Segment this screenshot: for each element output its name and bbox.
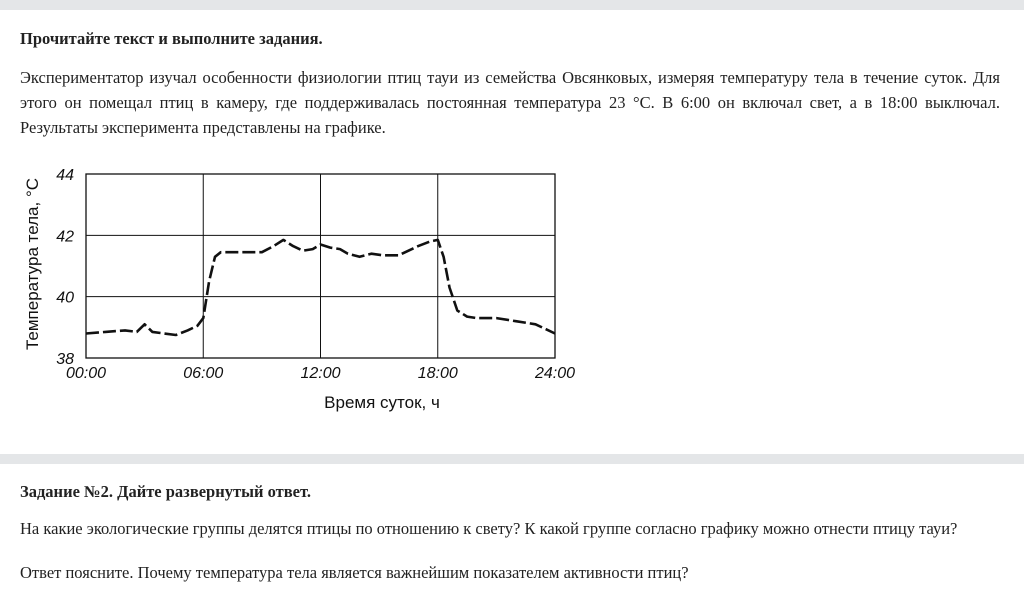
x-tick-label: 00:00 <box>65 365 107 382</box>
task-question-2: Ответ поясните. Почему температура тела является важнейшим показателем активности птиц? <box>20 563 689 582</box>
x-tick-label: 24:00 <box>534 365 576 382</box>
x-tick-label: 12:00 <box>300 365 341 382</box>
x-tick-label: 06:00 <box>183 365 224 382</box>
temperature-chart <box>0 150 600 420</box>
task-question-1: На какие экологические группы делятся птицы по отношению к свету? К какой группе согласно графику можно отнести птицу тауи? <box>20 519 958 538</box>
y-tick-labels <box>56 167 74 368</box>
x-axis-label: Время суток, ч <box>324 393 440 412</box>
section-divider <box>0 454 1024 464</box>
x-tick-labels <box>66 365 575 382</box>
x-tick-label: 18:00 <box>417 365 458 382</box>
chart-grid <box>86 174 555 358</box>
intro-heading: Прочитайте текст и выполните задания. <box>20 29 323 48</box>
intro-paragraph: Экспериментатор изучал особенности физиологии птиц тауи из семейства Овсянковых, измеряя температуру тела в течение суток. Для этого он помещал птиц в камеру, где поддерживалась постоянная температура 23 °С. В 6:00 он включал свет, а в 18:00 выключал. Результаты эксперимента представлены на графике. <box>20 68 1000 137</box>
y-tick-label: 38 <box>56 351 74 368</box>
y-axis-label: Температура тела, °С <box>23 177 42 351</box>
y-tick-label: 42 <box>56 228 74 246</box>
top-divider <box>0 0 1024 10</box>
y-tick-label: 40 <box>56 289 74 307</box>
task-heading: Задание №2. Дайте развернутый ответ. <box>20 482 311 501</box>
y-tick-label: 44 <box>56 167 74 184</box>
